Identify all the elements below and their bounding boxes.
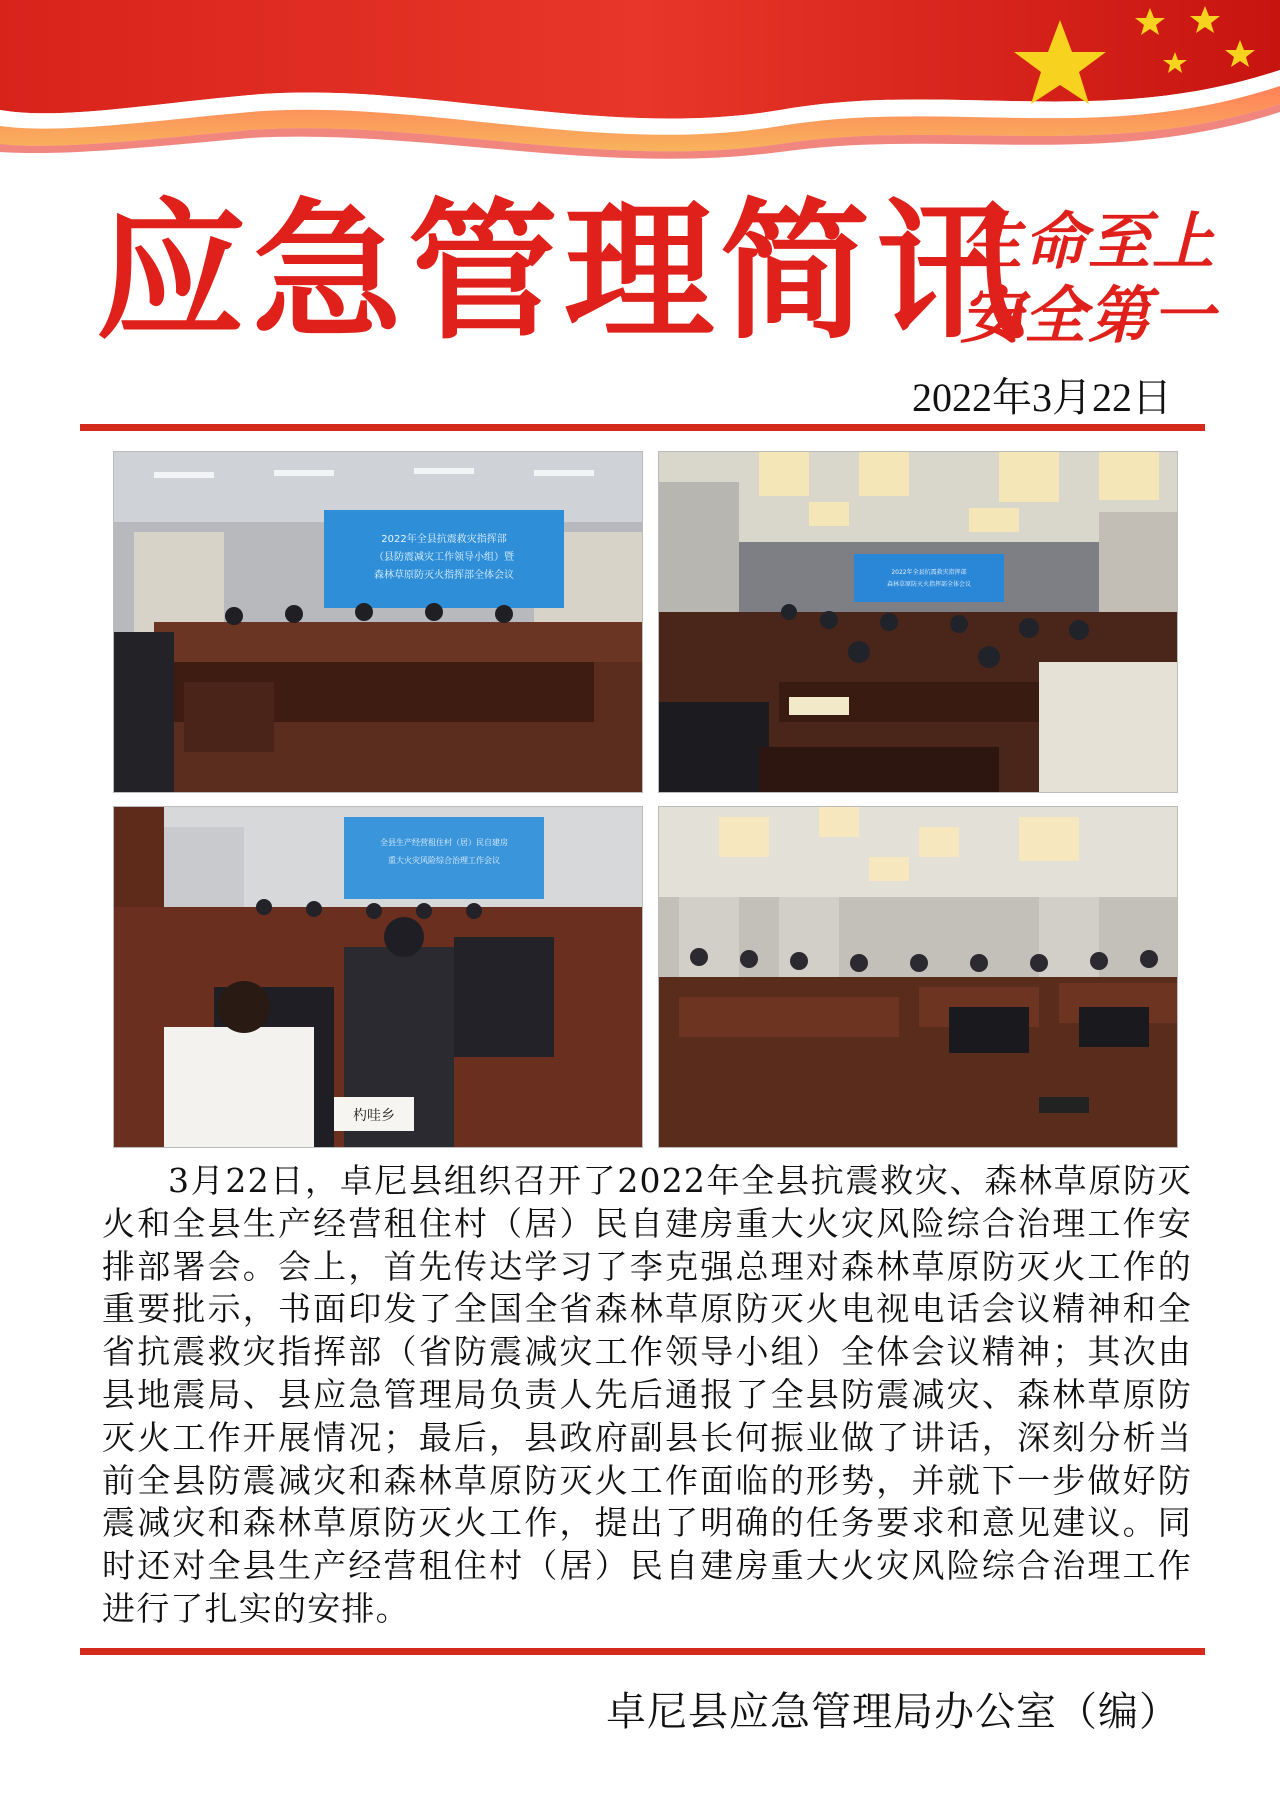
newsletter-title: 应急管理简讯 bbox=[96, 186, 1033, 360]
header-banner bbox=[0, 0, 1280, 175]
svg-text:（县防震减灾工作领导小组）暨: （县防震减灾工作领导小组）暨 bbox=[374, 552, 514, 563]
slogan-line-1: 生命至上 bbox=[960, 205, 1217, 278]
svg-text:森林草原防灭火指挥部全体会议: 森林草原防灭火指挥部全体会议 bbox=[886, 581, 972, 588]
svg-text:森林草原防灭火指挥部全体会议: 森林草原防灭火指挥部全体会议 bbox=[374, 570, 514, 581]
meeting-photo-4 bbox=[658, 806, 1178, 1148]
projection-screen-text: 全县生产经营租住村（居）民自建房 bbox=[380, 838, 508, 847]
svg-text:重大火灾风险综合治理工作会议: 重大火灾风险综合治理工作会议 bbox=[388, 856, 500, 865]
meeting-photo-2 bbox=[658, 451, 1178, 793]
divider-bottom bbox=[80, 1648, 1205, 1655]
divider-top bbox=[80, 424, 1205, 431]
publisher-credit: 卓尼县应急管理局办公室（编） bbox=[606, 1689, 1180, 1735]
nameplate-text: 杓哇乡 bbox=[353, 1108, 395, 1124]
projection-screen-text: 2022年全县抗震救灾指挥部 bbox=[381, 534, 507, 545]
svg-text:2022年全县抗震救灾指挥部: 2022年全县抗震救灾指挥部 bbox=[891, 569, 967, 576]
slogan-line-2: 安全第一 bbox=[960, 279, 1217, 352]
red-wave-banner-graphic bbox=[0, 0, 1280, 175]
issue-date: 2022年3月22日 bbox=[912, 375, 1172, 420]
article-body: 3月22日，卓尼县组织召开了2022年全县抗震救灾、森林草原防灭火和全县生产经营租住村（居）民自建房重大火灾风险综合治理工作安排部署会。会上，首先传达学习了李克强总理对森林草原防灭火工作的重要批示，书面印发了全国全省森林草原防灭火电视电话会议精神和全省抗震救灾指挥部（省防震减灾工作领导小组）全体会议精神；其次由县地震局、县应急管理局负责人先后通报了全县防震减灾、森林草原防灭火工作开展情况；最后，县政府副县长何振业做了讲话，深刻分析当前全县防震减灾和森林草原防灭火工作面临的形势，并就下一步做好防震减灾和森林草原防灭火工作，提出了明确的任务要求和意见建议。同时还对全县生产经营租住村（居）民自建房重大火灾风险综合治理工作进行了扎实的安排。 bbox=[102, 1161, 1192, 1628]
meeting-photo-3 bbox=[113, 806, 643, 1148]
meeting-photo-1 bbox=[113, 451, 643, 793]
